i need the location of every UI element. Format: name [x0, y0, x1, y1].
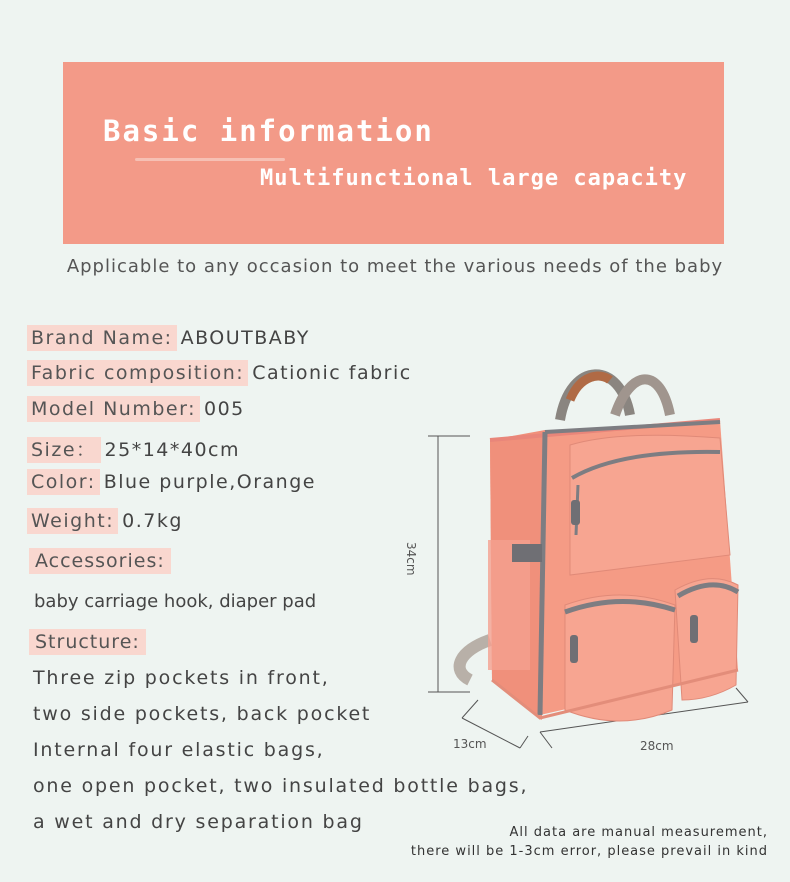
- depth-dimension: 13cm: [453, 737, 487, 751]
- banner-subtitle: Multifunctional large capacity: [260, 166, 688, 191]
- spec-label: Color:: [27, 469, 100, 495]
- spec-label: Fabric composition:: [27, 360, 248, 386]
- spec-value: 005: [203, 398, 245, 420]
- spec-label: Brand Name:: [27, 325, 177, 351]
- spec-label: Model Number:: [27, 396, 200, 422]
- accessories-label: Accessories:: [29, 548, 171, 574]
- spec-value: ABOUTBABY: [180, 327, 310, 349]
- structure-line: two side pockets, back pocket: [33, 703, 372, 725]
- measurement-note-line1: All data are manual measurement,: [509, 825, 768, 840]
- banner-title: Basic information: [103, 114, 434, 148]
- spec-value: Cationic fabric: [252, 362, 412, 384]
- structure-line: Internal four elastic bags,: [33, 739, 325, 761]
- measurement-note-line2: there will be 1-3cm error, please prevail in kind: [410, 844, 768, 859]
- spec-value: 25*14*40cm: [104, 439, 241, 461]
- width-dimension: 28cm: [640, 739, 674, 753]
- spec-label: Weight:: [27, 508, 118, 534]
- structure-line: a wet and dry separation bag: [33, 811, 364, 833]
- tagline: Applicable to any occasion to meet the various needs of the baby: [66, 256, 724, 277]
- structure-line: Three zip pockets in front,: [33, 667, 330, 689]
- backpack-image: [420, 360, 760, 780]
- structure-label: Structure:: [29, 629, 146, 655]
- spec-value: 0.7kg: [122, 510, 183, 532]
- structure-line: one open pocket, two insulated bottle bags,: [33, 775, 529, 797]
- spec-label: Size：: [27, 437, 101, 463]
- spec-value: Blue purple,Orange: [103, 471, 316, 493]
- accessories-value: baby carriage hook, diaper pad: [34, 591, 317, 612]
- height-dimension: 34cm: [404, 542, 418, 576]
